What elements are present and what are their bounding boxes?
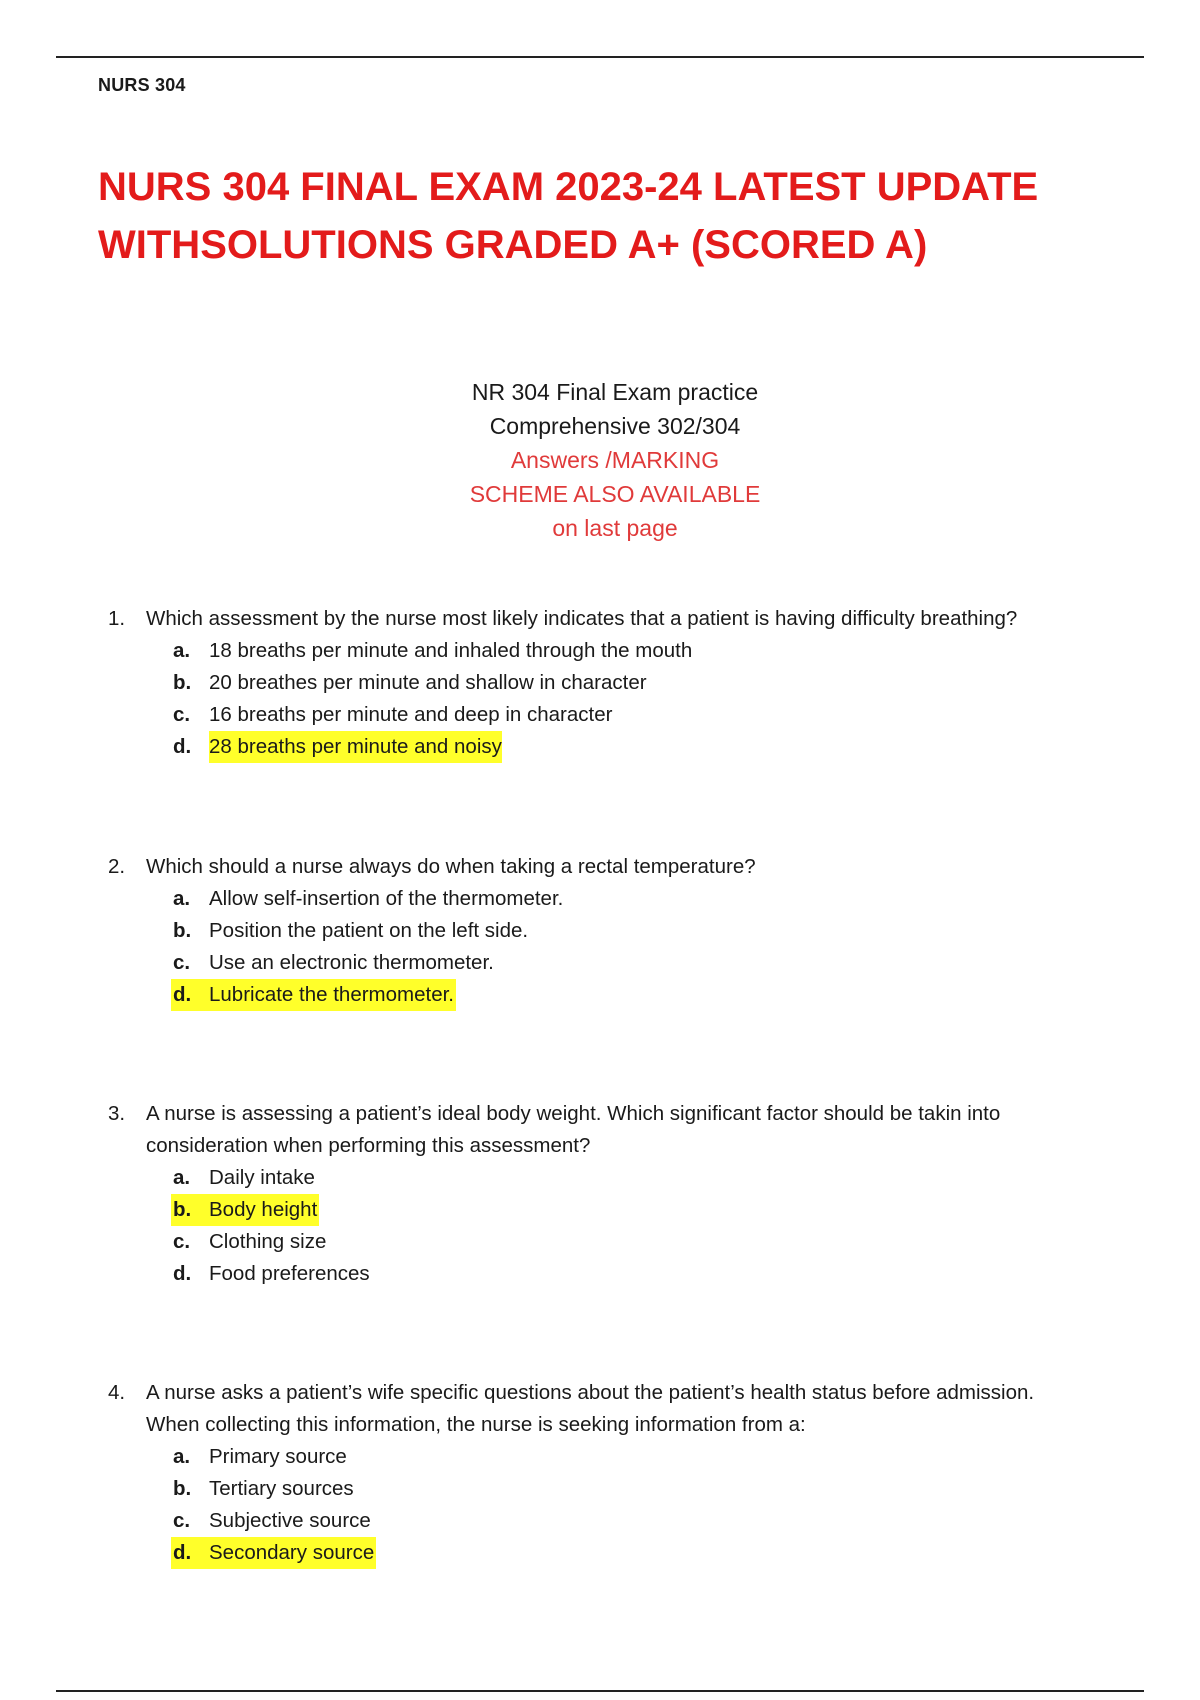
running-header: NURS 304 [98,75,186,95]
option-text: Clothing size [209,1230,327,1253]
option-d-correct [108,731,1138,763]
option-b [108,915,1138,947]
option-list [108,1441,1138,1569]
option-text: 20 breathes per minute and shallow in character [209,671,647,694]
title-line-2: WITHSOLUTIONS GRADED A+ (SCORED A) [98,223,928,267]
option-letter: a. [173,1445,191,1468]
option-c [108,699,1138,731]
option-letter: d. [173,1262,192,1285]
question-text-line-1: A nurse asks a patient’s wife specific questions about the patient’s health status before admission. [146,1381,1035,1404]
option-d-correct [108,1537,1138,1569]
subtitle-line-2: Comprehensive 302/304 [489,413,741,439]
subtitle-line-1: NR 304 Final Exam practice [471,379,759,405]
question-stem [108,1098,1138,1162]
option-list [108,883,1138,1011]
option-b [108,667,1138,699]
title-line-1: NURS 304 FINAL EXAM 2023-24 LATEST UPDATE [98,165,1039,209]
question-3 [108,1098,1138,1290]
question-2 [108,851,1138,1011]
option-b-correct [108,1194,1138,1226]
question-text-line-2: When collecting this information, the nurse is seeking information from a: [146,1413,806,1436]
question-stem [108,851,1138,883]
bottom-rule [56,1690,1144,1692]
option-c [108,1505,1138,1537]
option-text: Subjective source [209,1509,371,1532]
option-letter: c. [173,1509,191,1532]
subtitle-block [0,375,1200,545]
question-number: 2. [108,855,126,878]
option-letter: b. [173,1477,192,1500]
document-title [98,158,1138,274]
option-list [108,1162,1138,1290]
option-a [108,1441,1138,1473]
option-letter: a. [173,887,191,910]
option-a [108,883,1138,915]
question-stem [108,1377,1138,1441]
option-text: Food preferences [209,1262,370,1285]
option-text: Primary source [209,1445,347,1468]
question-number: 1. [108,607,126,630]
question-text-line-2: consideration when performing this assessment? [146,1134,591,1157]
option-letter: c. [173,951,191,974]
option-letter: d. [173,735,192,758]
option-letter: d. [171,1537,211,1569]
option-list [108,635,1138,763]
option-text: 16 breaths per minute and deep in character [209,703,613,726]
option-text: Daily intake [209,1166,315,1189]
option-letter: c. [173,703,191,726]
option-letter: b. [173,919,192,942]
highlighted-answer-text: Lubricate the thermometer. [209,979,456,1011]
option-text: Use an electronic thermometer. [209,951,494,974]
question-text-line-1: A nurse is assessing a patient’s ideal body weight. Which significant factor should be takin into [146,1102,1001,1125]
question-stem [108,603,1138,635]
option-letter: a. [173,639,191,662]
option-b [108,1473,1138,1505]
question-text: Which should a nurse always do when taking a rectal temperature? [146,855,756,878]
option-letter: a. [173,1166,191,1189]
question-4 [108,1377,1138,1569]
highlighted-answer-text: Body height [209,1194,319,1226]
subtitle-line-4: SCHEME ALSO AVAILABLE [469,481,761,507]
option-a [108,635,1138,667]
option-text: Allow self-insertion of the thermometer. [209,887,564,910]
highlighted-answer-text: Secondary source [209,1537,376,1569]
question-1 [108,603,1138,763]
option-c [108,947,1138,979]
option-d-correct [108,979,1138,1011]
option-a [108,1162,1138,1194]
option-letter: d. [171,979,211,1011]
option-text: Tertiary sources [209,1477,354,1500]
option-text: Position the patient on the left side. [209,919,529,942]
option-letter: b. [171,1194,211,1226]
option-c [108,1226,1138,1258]
subtitle-line-5: on last page [552,515,678,541]
highlighted-answer-text: 28 breaths per minute and noisy [209,731,502,763]
option-letter: c. [173,1230,191,1253]
question-number: 4. [108,1381,126,1404]
option-text: 18 breaths per minute and inhaled through the mouth [209,639,693,662]
top-rule [56,56,1144,58]
subtitle-line-3: Answers /MARKING [510,447,720,473]
question-number: 3. [108,1102,126,1125]
option-d [108,1258,1138,1290]
option-letter: b. [173,671,192,694]
question-text: Which assessment by the nurse most likely indicates that a patient is having difficulty breathing? [146,607,1018,630]
